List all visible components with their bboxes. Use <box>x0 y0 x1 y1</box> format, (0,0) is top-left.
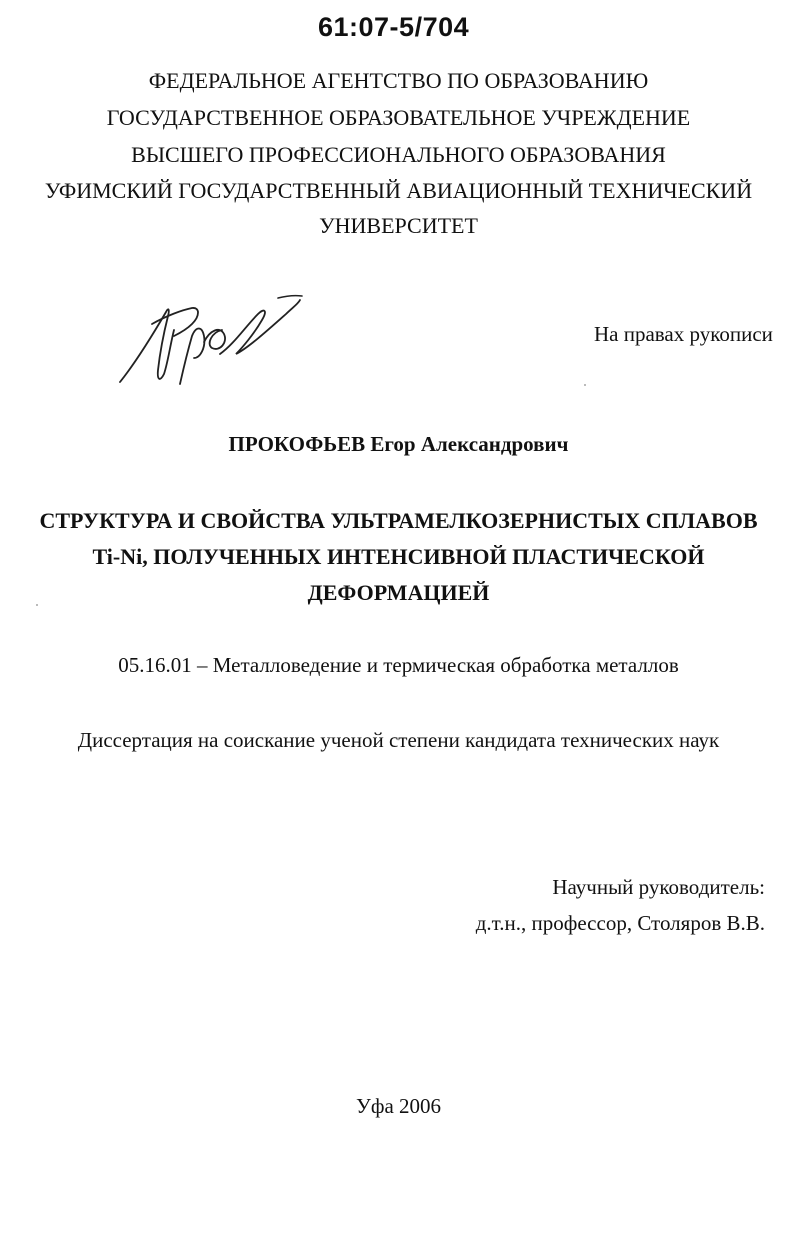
organization-line-4: УФИМСКИЙ ГОСУДАРСТВЕННЫЙ АВИАЦИОННЫЙ ТЕХНИЧЕСКИЙ <box>44 178 753 203</box>
supervisor-label: Научный руководитель: <box>552 875 765 899</box>
organization-line-2: ГОСУДАРСТВЕННОЕ ОБРАЗОВАТЕЛЬНОЕ УЧРЕЖДЕНИЕ <box>106 105 691 130</box>
supervisor-name: д.т.н., профессор, Столяров В.В. <box>475 911 765 935</box>
degree-statement: Диссертация на соискание ученой степени кандидата технических наук <box>77 728 720 752</box>
title-line-2: Ti-Ni, ПОЛУЧЕННЫХ ИНТЕНСИВНОЙ ПЛАСТИЧЕСКОЙ <box>92 544 705 569</box>
organization-line-5: УНИВЕРСИТЕТ <box>319 213 478 238</box>
title-line-3: ДЕФОРМАЦИЕЙ <box>307 580 490 605</box>
city-year: Уфа 2006 <box>355 1094 442 1118</box>
author-surname: ПРОКОФЬЕВ <box>228 432 366 456</box>
rights-note: На правах рукописи <box>594 322 773 346</box>
archive-stamp: 61:07-5/704 <box>318 12 470 42</box>
scan-speck <box>36 604 38 606</box>
author-given-names: Егор Александрович <box>370 432 569 456</box>
specialty-code: 05.16.01 – Металловедение и термическая обработка металлов <box>118 653 679 677</box>
handwritten-signature <box>108 286 308 406</box>
author-name <box>0 432 797 457</box>
scan-speck <box>584 384 586 386</box>
organization-line-3: ВЫСШЕГО ПРОФЕССИОНАЛЬНОГО ОБРАЗОВАНИЯ <box>131 142 666 167</box>
title-line-1: СТРУКТУРА И СВОЙСТВА УЛЬТРАМЕЛКОЗЕРНИСТЫХ СПЛАВОВ <box>39 508 758 533</box>
organization-line-1: ФЕДЕРАЛЬНОЕ АГЕНТСТВО ПО ОБРАЗОВАНИЮ <box>148 68 649 93</box>
